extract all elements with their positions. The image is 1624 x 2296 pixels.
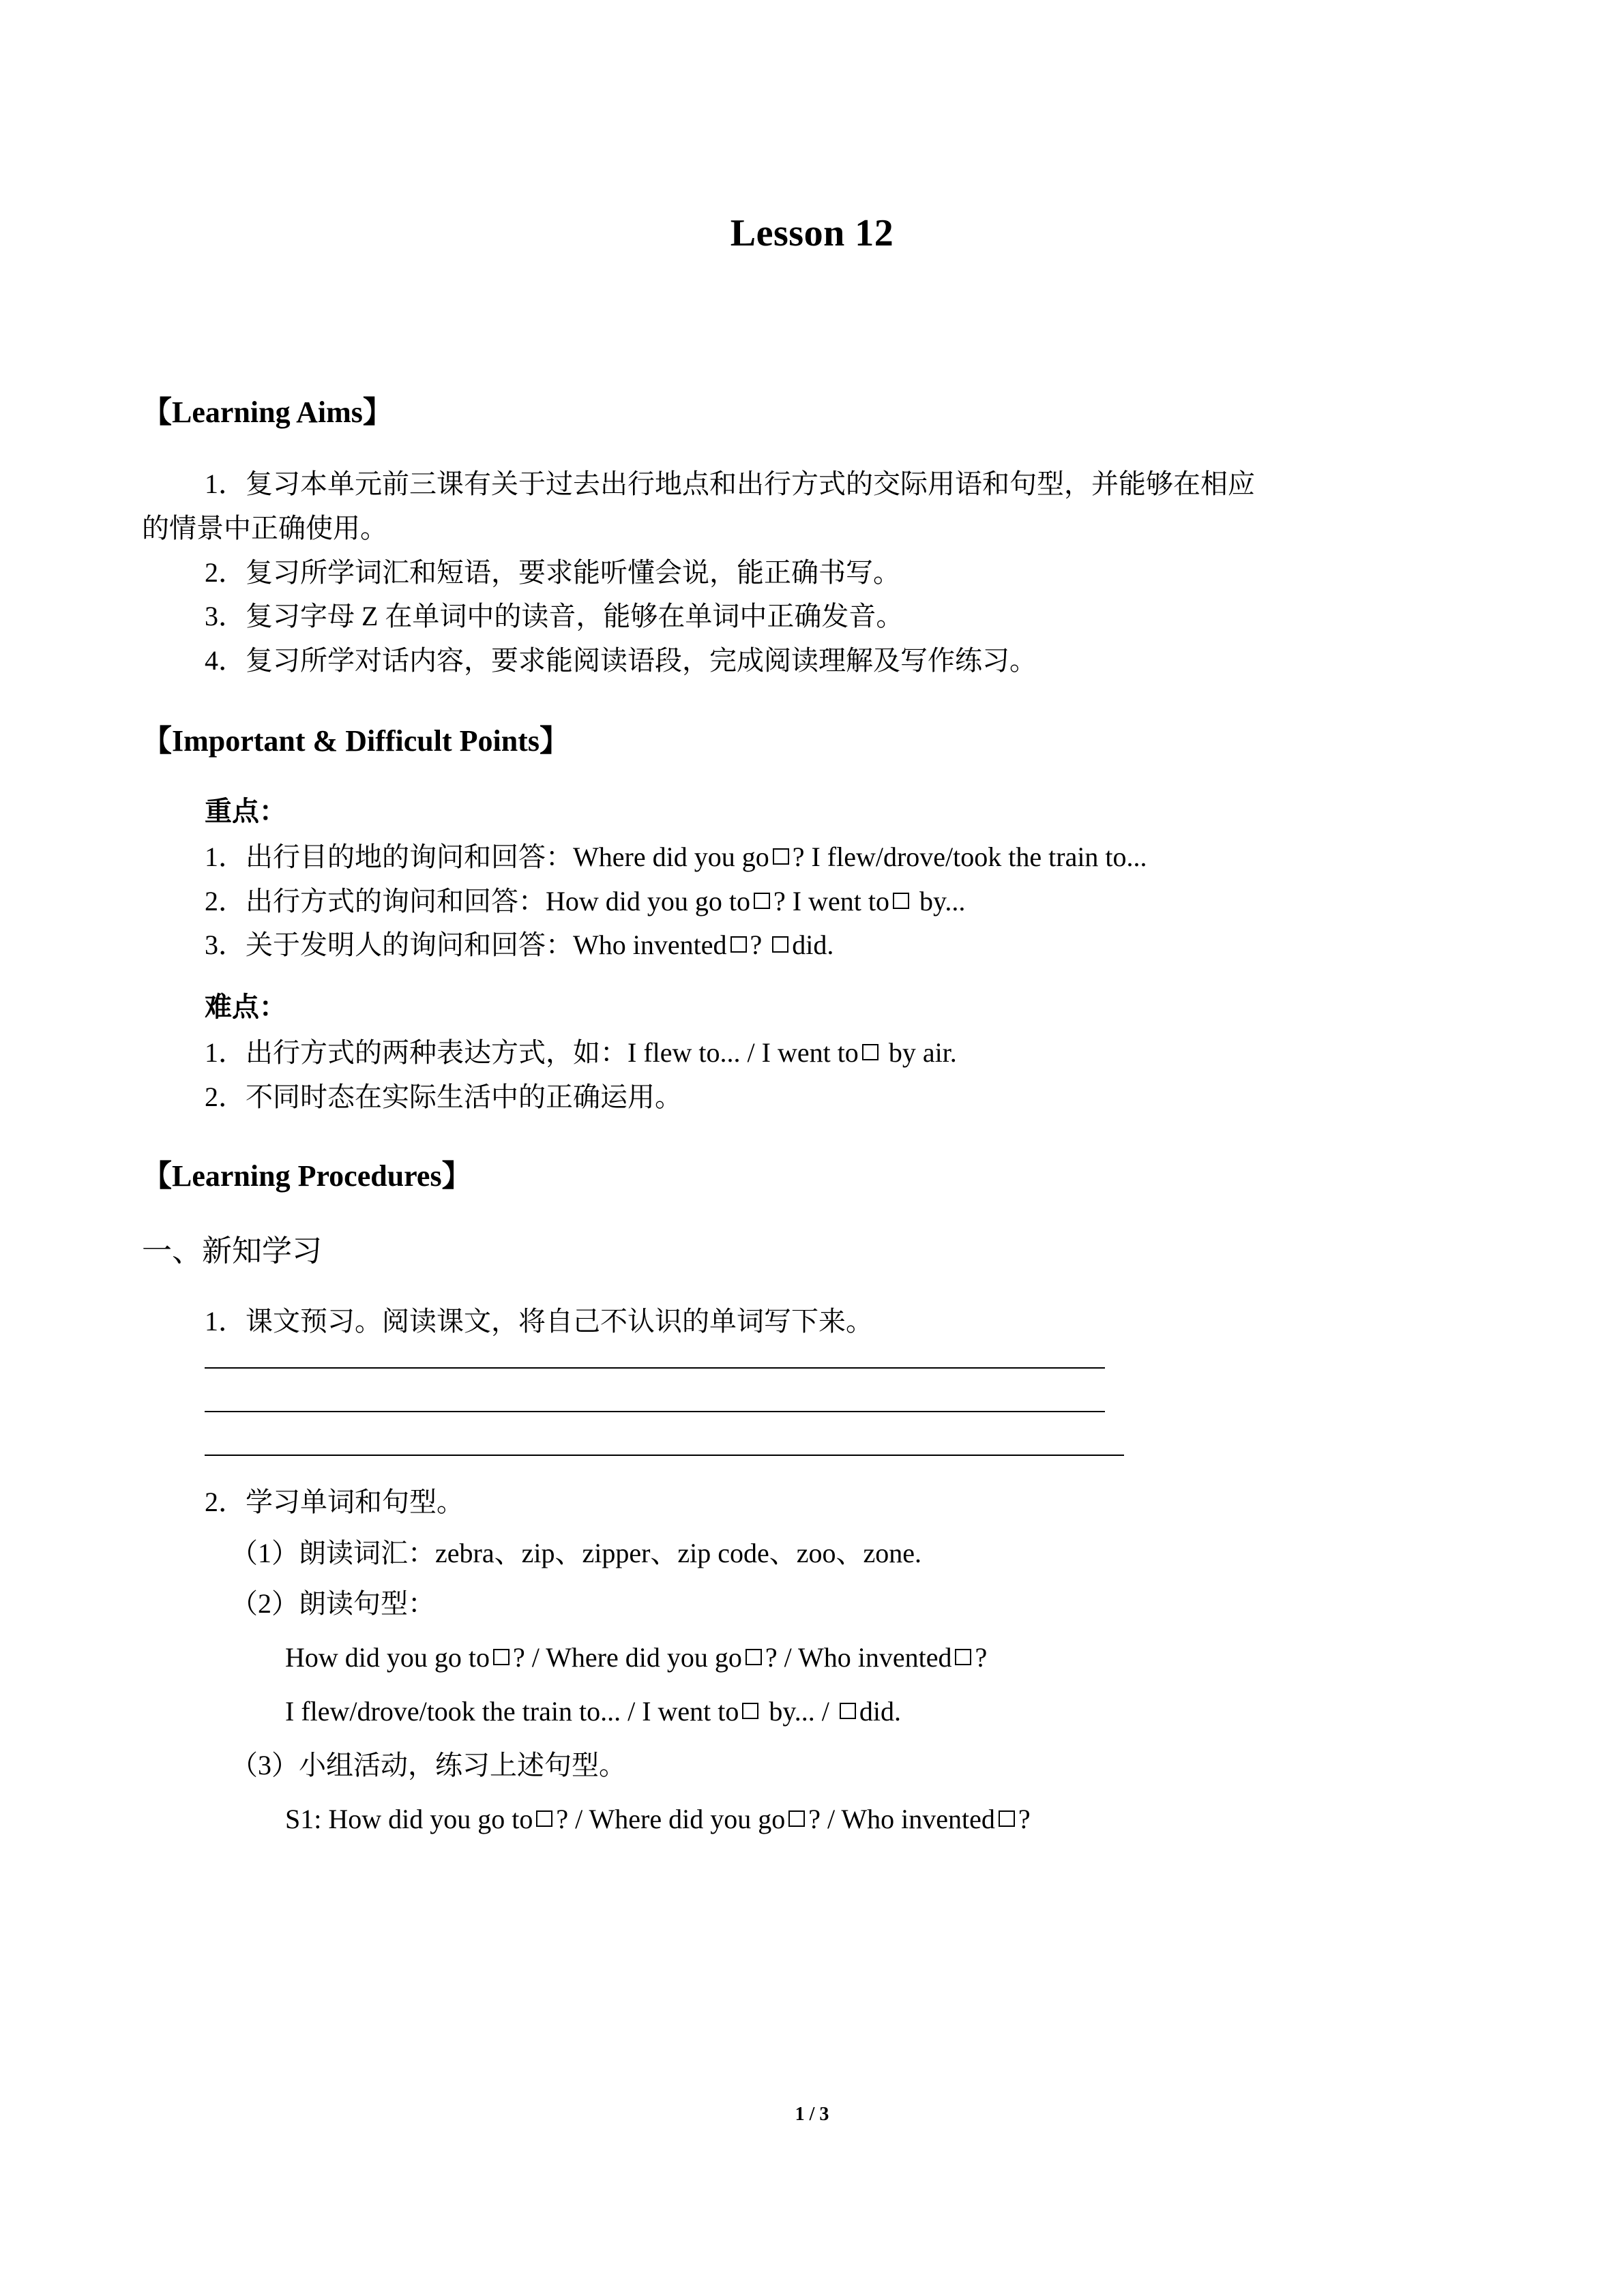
aims-item-3: 3．复习字母 Z 在单词中的读音，能够在单词中正确发音。 bbox=[205, 601, 904, 632]
blank-box-icon bbox=[745, 1649, 762, 1665]
key-point-2-text-a: 2．出行方式的询问和回答：How did you go to bbox=[205, 885, 750, 916]
practice-sentence-1-a: How did you go to bbox=[285, 1642, 490, 1673]
procedures-item-2-sub-1: （1）朗读词汇：zebra、zip、zipper、zip code、zoo、zone. bbox=[231, 1537, 922, 1568]
blank-box-icon bbox=[772, 936, 788, 953]
dialog-line-s1-a: S1: How did you go to bbox=[285, 1803, 533, 1834]
writing-blank-lines bbox=[142, 1367, 1482, 1456]
difficult-point-2: 2．不同时态在实际生活中的正确运用。 bbox=[205, 1081, 682, 1112]
practice-sentence-1-d: ? bbox=[975, 1642, 988, 1673]
dialog-line-s1 bbox=[142, 1798, 1482, 1842]
blank-box-icon bbox=[999, 1810, 1015, 1827]
blank-box-icon bbox=[955, 1649, 971, 1665]
procedures-item-2: 2．学习单词和句型。 bbox=[205, 1486, 464, 1517]
section-heading-learning-procedures: 【Learning Procedures】 bbox=[142, 1159, 472, 1193]
key-point-2-text-b: ? I went to bbox=[773, 885, 889, 916]
blank-box-icon bbox=[773, 848, 789, 865]
aims-item-1: 1．复习本单元前三课有关于过去出行地点和出行方式的交际用语和句型，并能够在相应 bbox=[205, 468, 1255, 499]
page-footer: 1 / 3 bbox=[795, 2104, 829, 2125]
procedures-item-1: 1．课文预习。阅读课文，将自己不认识的单词写下来。 bbox=[205, 1305, 873, 1337]
section-heading-learning-aims: 【Learning Aims】 bbox=[142, 396, 393, 429]
blank-line-1 bbox=[205, 1367, 1105, 1369]
dialog-line-s1-d: ? bbox=[1018, 1803, 1031, 1834]
blank-box-icon bbox=[536, 1810, 552, 1827]
practice-sentence-1-b: ? / Where did you go bbox=[513, 1642, 742, 1673]
key-point-1-text-b: ? I flew/drove/took the train to... bbox=[792, 841, 1147, 872]
dialog-line-s1-b: ? / Where did you go bbox=[556, 1803, 786, 1834]
key-point-3-text-c: did. bbox=[792, 929, 834, 961]
practice-sentence-2 bbox=[142, 1690, 1482, 1734]
practice-sentence-2-b: by... / bbox=[762, 1695, 836, 1727]
key-point-3-text-a: 3．关于发明人的询问和回答：Who invented bbox=[205, 929, 727, 961]
aims-item-2: 2．复习所学词汇和短语，要求能听懂会说，能正确书写。 bbox=[205, 556, 900, 588]
key-point-2 bbox=[142, 880, 1482, 924]
key-point-1 bbox=[142, 835, 1482, 880]
key-point-3-text-b: ? bbox=[750, 929, 769, 961]
blank-box-icon bbox=[840, 1703, 856, 1719]
procedures-part-one: 一、新知学习 bbox=[142, 1234, 322, 1268]
difficult-point-1-text-b: by air. bbox=[881, 1037, 957, 1068]
blank-box-icon bbox=[893, 893, 909, 909]
difficult-points-label: 难点： bbox=[205, 992, 286, 1023]
aims-item-4: 4．复习所学对话内容，要求能阅读语段，完成阅读理解及写作练习。 bbox=[205, 645, 1037, 676]
key-point-1-text-a: 1．出行目的地的询问和回答：Where did you go bbox=[205, 841, 769, 872]
blank-box-icon bbox=[493, 1649, 510, 1665]
blank-box-icon bbox=[788, 1810, 805, 1827]
blank-box-icon bbox=[742, 1703, 758, 1719]
blank-box-icon bbox=[730, 936, 747, 953]
blank-box-icon bbox=[754, 893, 770, 909]
blank-line-2 bbox=[205, 1411, 1105, 1412]
section-heading-important-difficult-points: 【Important & Difficult Points】 bbox=[142, 724, 570, 758]
blank-box-icon bbox=[862, 1044, 879, 1060]
key-point-2-text-c: by... bbox=[912, 885, 966, 916]
key-point-3 bbox=[142, 923, 1482, 968]
page-content bbox=[142, 0, 1482, 1841]
aims-item-1-continued: 的情景中正确使用。 bbox=[142, 512, 387, 543]
page-title: Lesson 12 bbox=[730, 212, 894, 254]
procedures-item-2-sub-2: （2）朗读句型： bbox=[231, 1588, 435, 1620]
procedures-item-2-sub-3: （3）小组活动，练习上述句型。 bbox=[231, 1749, 626, 1780]
difficult-point-1 bbox=[142, 1031, 1482, 1075]
practice-sentence-2-a: I flew/drove/took the train to... / I went to bbox=[285, 1695, 739, 1727]
key-points-label: 重点： bbox=[205, 795, 286, 826]
practice-sentence-1-c: ? / Who invented bbox=[765, 1642, 952, 1673]
dialog-line-s1-c: ? / Who invented bbox=[808, 1803, 995, 1834]
blank-line-3 bbox=[205, 1455, 1124, 1456]
practice-sentence-2-c: did. bbox=[859, 1695, 902, 1727]
difficult-point-1-text-a: 1．出行方式的两种表达方式，如：I flew to... / I went to bbox=[205, 1037, 859, 1068]
practice-sentence-1 bbox=[142, 1636, 1482, 1680]
